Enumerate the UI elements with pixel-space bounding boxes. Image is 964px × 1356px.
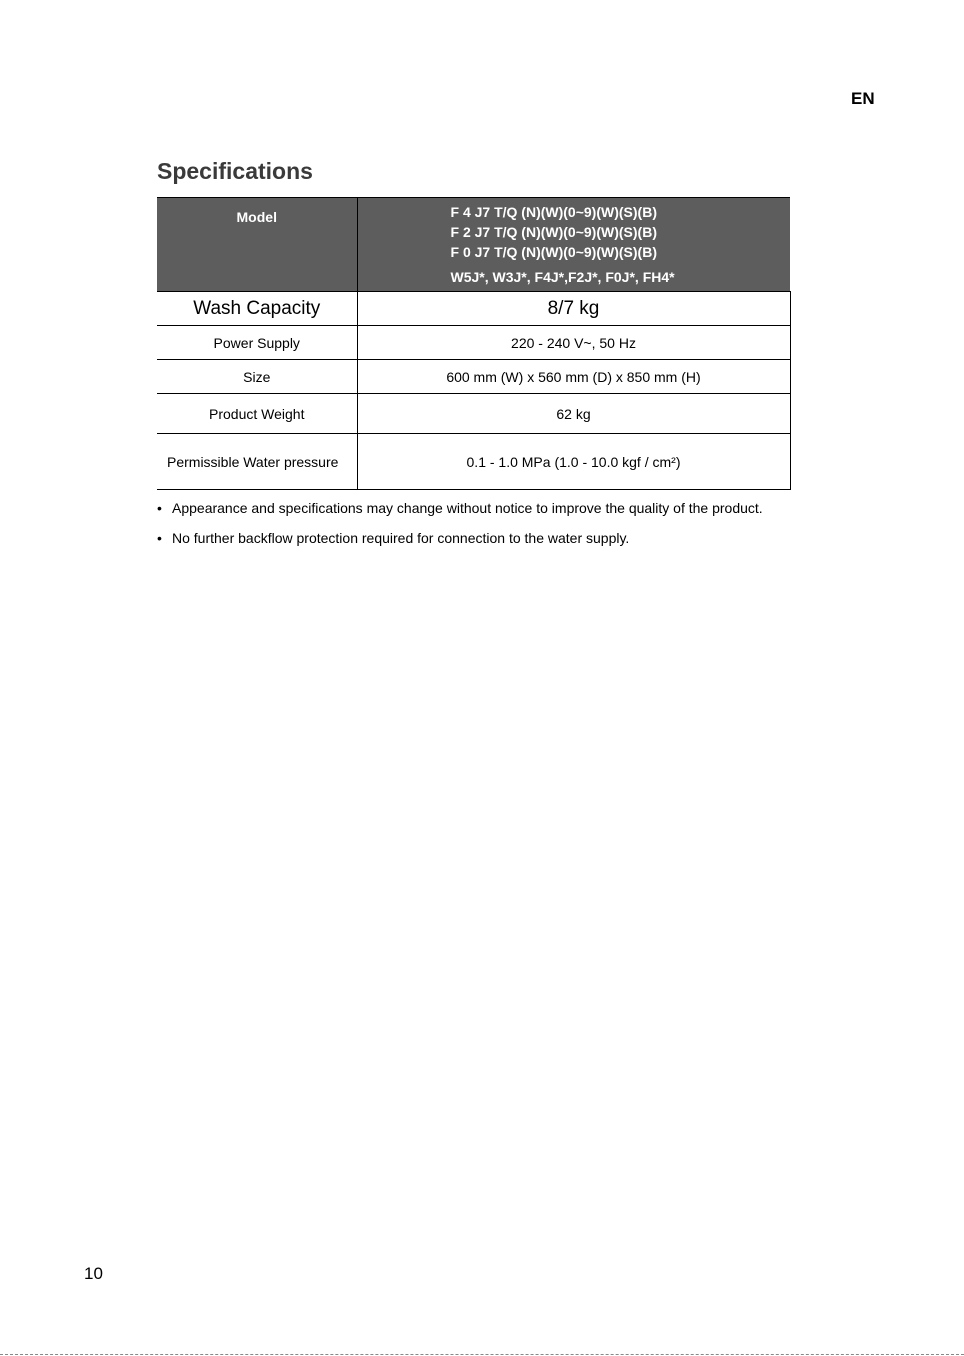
notes-list	[157, 500, 763, 560]
model-series: W5J*, W3J*, F4J*,F2J*, F0J*, FH4*	[450, 269, 675, 285]
language-indicator: EN	[851, 89, 875, 108]
page-number: 10	[84, 1264, 103, 1283]
water-pressure-value: 0.1 - 1.0 MPa (1.0 - 10.0 kgf / cm²)	[357, 434, 790, 490]
power-supply-value: 220 - 240 V~, 50 Hz	[357, 326, 790, 360]
power-supply-label: Power Supply	[157, 326, 357, 360]
model-label: Model	[157, 198, 357, 292]
model-name: F 4 J7 T/Q (N)(W)(0~9)(W)(S)(B)	[450, 204, 657, 220]
size-value: 600 mm (W) x 560 mm (D) x 850 mm (H)	[357, 360, 790, 394]
model-list	[357, 198, 790, 292]
model-name: F 2 J7 T/Q (N)(W)(0~9)(W)(S)(B)	[450, 224, 657, 240]
wash-capacity-label: Wash Capacity	[157, 292, 357, 326]
page-bottom-rule	[0, 1354, 964, 1355]
product-weight-value: 62 kg	[357, 394, 790, 434]
bullet-icon: •	[157, 500, 162, 516]
product-weight-label: Product Weight	[157, 394, 357, 434]
table-row	[157, 394, 790, 434]
page-title: Specifications	[157, 158, 313, 184]
model-name: F 0 J7 T/Q (N)(W)(0~9)(W)(S)(B)	[450, 244, 657, 260]
note-text: Appearance and specifications may change without notice to improve the quality of the product.	[172, 500, 763, 516]
table-row	[157, 326, 790, 360]
table-row	[157, 434, 790, 490]
size-label: Size	[157, 360, 357, 394]
table-row	[157, 292, 790, 326]
specifications-table	[157, 197, 791, 490]
table-row	[157, 360, 790, 394]
bullet-icon: •	[157, 530, 162, 546]
note-item	[157, 530, 763, 560]
note-text: No further backflow protection required for connection to the water supply.	[172, 530, 630, 546]
water-pressure-label: Permissible Water pressure	[157, 434, 357, 490]
note-item	[157, 500, 763, 530]
wash-capacity-value: 8/7 kg	[357, 292, 790, 326]
table-header-row	[157, 198, 790, 292]
